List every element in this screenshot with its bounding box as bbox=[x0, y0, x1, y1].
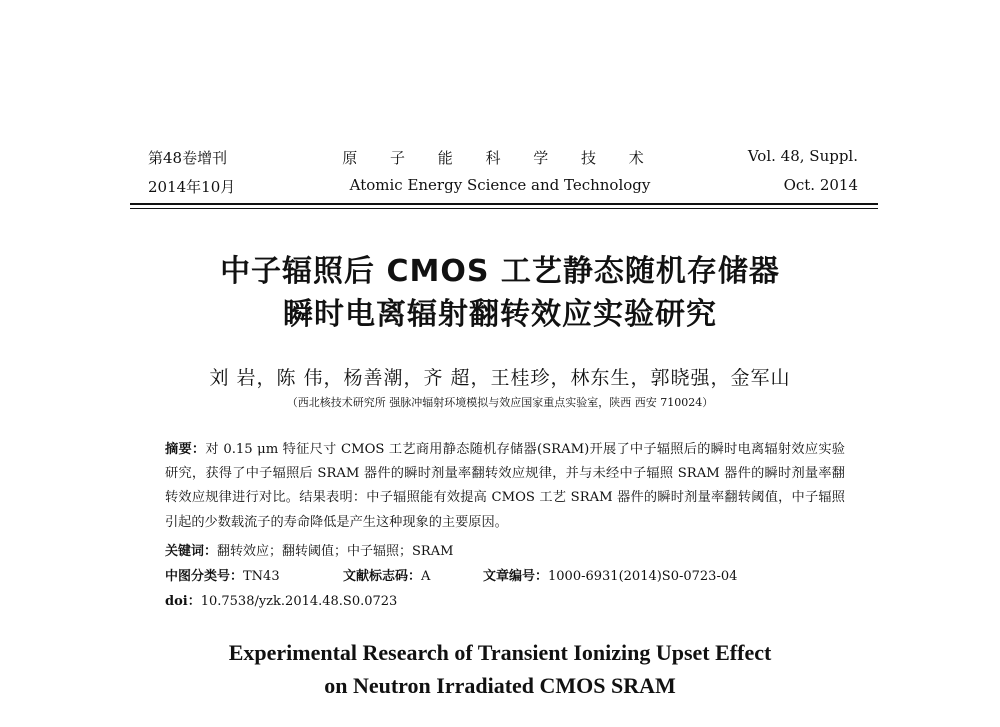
doi-value: 10.7538/yzk.2014.48.S0.0723 bbox=[200, 594, 398, 609]
title-en-line1: Experimental Research of Transient Ionizing Upset Effect bbox=[228, 640, 772, 665]
title-cn-line2: 瞬时电离辐射翻转效应实验研究 bbox=[283, 297, 717, 332]
author-list: 刘 岩，陈 伟，杨善潮，齐 超，王桂珍，林东生，郭晓强，金军山 bbox=[209, 367, 791, 389]
document-code bbox=[343, 565, 483, 584]
abstract-label: 摘要： bbox=[165, 442, 206, 457]
doc-code-value: A bbox=[421, 569, 431, 584]
clc-value: TN43 bbox=[243, 569, 280, 584]
volume-cn: 第48卷增刊 bbox=[148, 149, 228, 167]
header-rule-thin bbox=[130, 208, 878, 209]
affiliation: （西北核技术研究所 强脉冲辐射环境模拟与效应国家重点实验室，陕西 西安 710024） bbox=[286, 396, 714, 409]
volume-en: Vol. 48, Suppl. bbox=[747, 147, 858, 165]
date-cn: 2014年10月 bbox=[148, 178, 236, 196]
clc-number bbox=[165, 565, 343, 584]
doi bbox=[165, 590, 397, 609]
title-cn-line1: 中子辐照后 CMOS 工艺静态随机存储器 bbox=[220, 254, 780, 289]
keywords-label: 关键词： bbox=[165, 544, 218, 559]
journal-name-en: Atomic Energy Science and Technology bbox=[349, 176, 651, 194]
doc-code-label: 文献标志码： bbox=[343, 569, 422, 584]
header-rule-thick bbox=[130, 203, 878, 205]
abstract-text: 对 0.15 μm 特征尺寸 CMOS 工艺商用静态随机存储器(SRAM)开展了中子辐照后的瞬时电离辐射效应实验研究，获得了中子辐照后 SRAM 器件的瞬时剂量率翻转效应规律，并与未经中子辐照 SRAM 器件的瞬时剂量率翻转效应规律进行对比。结果表明：中子辐照能有效提高 CMOS 工艺 SRAM 器件的瞬时剂量率翻转阈值，中子辐照引起的少数载流子的寿命降低是产生这种现象的主要原因。 bbox=[165, 442, 845, 530]
article-number-value: 1000-6931(2014)S0-0723-04 bbox=[548, 569, 738, 584]
clc-label: 中图分类号： bbox=[165, 569, 244, 584]
abstract bbox=[165, 438, 845, 535]
keywords bbox=[165, 540, 453, 559]
date-en: Oct. 2014 bbox=[783, 176, 858, 194]
abstract-paragraph bbox=[165, 438, 845, 535]
classification-line bbox=[165, 565, 737, 584]
doi-label: doi： bbox=[165, 594, 201, 609]
title-en-line2: on Neutron Irradiated CMOS SRAM bbox=[324, 673, 676, 698]
journal-name-cn: 原 子 能 科 学 技 术 bbox=[342, 149, 658, 167]
article-number bbox=[483, 565, 737, 584]
keywords-text: 翻转效应；翻转阈值；中子辐照；SRAM bbox=[217, 544, 454, 559]
article-number-label: 文章编号： bbox=[483, 569, 549, 584]
